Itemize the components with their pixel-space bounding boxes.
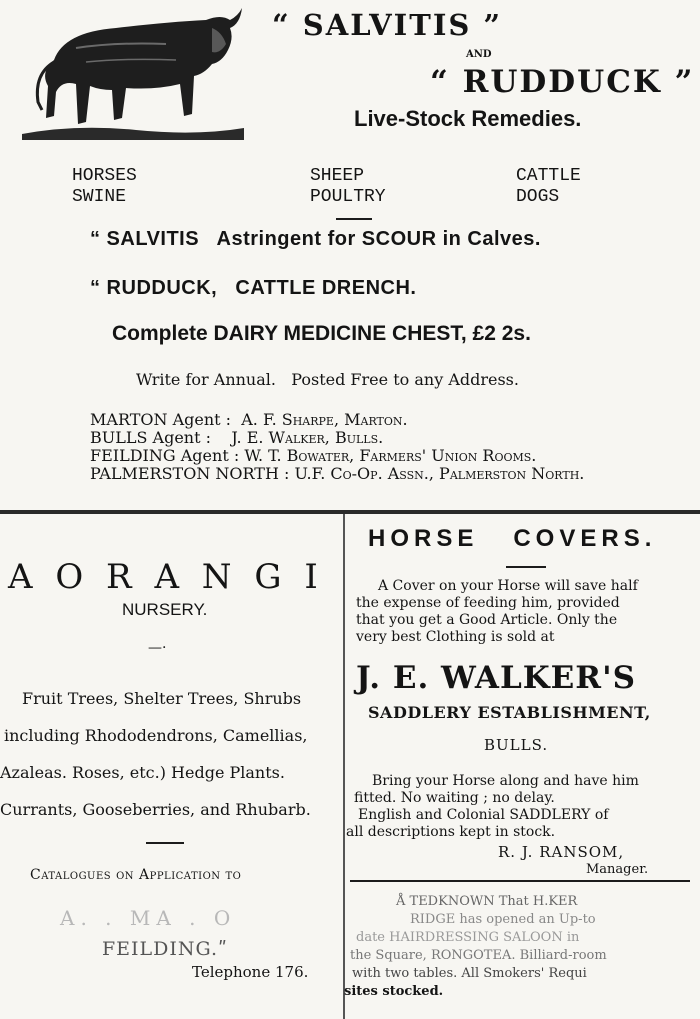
bull-illustration [16, 2, 248, 142]
bulls-label: BULLS. [484, 736, 549, 754]
horse-covers-title: HORSE COVERS. [368, 525, 657, 552]
agent-list [90, 411, 584, 483]
agent-feilding [90, 447, 584, 465]
saddlery-body [346, 773, 690, 841]
hairdresser-notice [344, 893, 686, 1001]
rudduck-line: “ RUDDUCK, CATTLE DRENCH. [90, 277, 417, 299]
animal-sheep: SHEEP [310, 166, 365, 186]
agent-name: W. T. Bowater, Farmers' Union Rooms. [244, 446, 537, 465]
manager-label: Manager. [586, 862, 649, 877]
animal-horses: HORSES [72, 166, 137, 186]
write-for-annual: Write for Annual. Posted Free to any Address. [136, 370, 519, 389]
notice-line: date HAIRDRESSING SALOON in [356, 930, 580, 945]
right-bottom-divider [350, 880, 690, 882]
ransom-signature: R. J. RANSOM, [498, 843, 625, 861]
livestock-remedies: Live-Stock Remedies. [354, 106, 582, 131]
agent-place: MARTON Agent : [90, 410, 232, 429]
nursery-body [0, 680, 342, 828]
telephone-line: Telephone 176. [192, 963, 309, 981]
body-line: the expense of feeding him, provided [356, 595, 620, 611]
aorangi-title: A O R A N G I [8, 557, 324, 597]
nursery-label: NURSERY. [122, 600, 208, 619]
agent-name: J. E. Walker, Bulls. [231, 428, 384, 447]
agent-bulls [90, 429, 584, 447]
agent-place: BULLS Agent : [90, 428, 212, 447]
animal-poultry: POULTRY [310, 187, 386, 207]
catalogues-line: Catalogues on Application to [30, 867, 242, 883]
saddlery-establishment: SADDLERY ESTABLISHMENT, [368, 703, 651, 722]
body-line: English and Colonial SADDLERY of [358, 807, 609, 823]
short-divider [336, 218, 372, 220]
notice-line: Å TEDKNOWN That H.KER [396, 894, 578, 909]
agent-marton [90, 411, 584, 429]
body-line: A Cover on your Horse will save half [378, 578, 638, 594]
and-label: AND [466, 49, 492, 60]
body-line: Bring your Horse along and have him [372, 773, 639, 789]
nursery-proprietor: A. . MA . O [60, 906, 237, 930]
feilding-town: FEILDING.ʺ [102, 938, 228, 960]
animal-swine: SWINE [72, 187, 127, 207]
horse-covers-body [356, 578, 696, 646]
salvitis-line: “ SALVITIS Astringent for SCOUR in Calves. [90, 228, 541, 250]
section-divider [0, 510, 700, 514]
agent-place: PALMERSTON NORTH : [90, 464, 290, 483]
brand-salvitis: “ SALVITIS ” [272, 8, 503, 42]
notice-line: sites stocked. [344, 984, 444, 999]
agent-place: FEILDING Agent : [90, 446, 240, 465]
short-divider [146, 842, 184, 844]
nursery-line: Currants, Gooseberries, and Rhubarb. [0, 800, 311, 819]
nursery-line: Azaleas. Roses, etc.) Hedge Plants. [0, 763, 285, 782]
notice-line: with two tables. All Smokers' Requi [352, 966, 587, 981]
body-line: all descriptions kept in stock. [346, 824, 556, 840]
short-divider [506, 566, 546, 568]
notice-line: RIDGE has opened an Up-to [410, 912, 596, 927]
nursery-line: Fruit Trees, Shelter Trees, Shrubs [22, 689, 302, 708]
nursery-line: including Rhododendrons, Camellias, [4, 726, 308, 745]
body-line: fitted. No waiting ; no delay. [354, 790, 555, 806]
animal-dogs: DOGS [516, 187, 560, 207]
body-line: very best Clothing is sold at [356, 629, 555, 645]
body-line: that you get a Good Article. Only the [356, 612, 618, 628]
agent-name: A. F. Sharpe, Marton. [241, 410, 408, 429]
nursery-dash: —· [148, 640, 167, 656]
dairy-medicine-line: Complete DAIRY MEDICINE CHEST, £2 2s. [112, 322, 531, 345]
walker-heading: J. E. WALKER'S [356, 660, 636, 696]
notice-line: the Square, RONGOTEA. Billiard-room [350, 948, 607, 963]
agent-palmerston [90, 465, 584, 483]
animal-cattle: CATTLE [516, 166, 581, 186]
agent-name: U.F. Co-Op. Assn., Palmerston North. [294, 464, 585, 483]
brand-rudduck: “ RUDDUCK ” [430, 64, 695, 100]
